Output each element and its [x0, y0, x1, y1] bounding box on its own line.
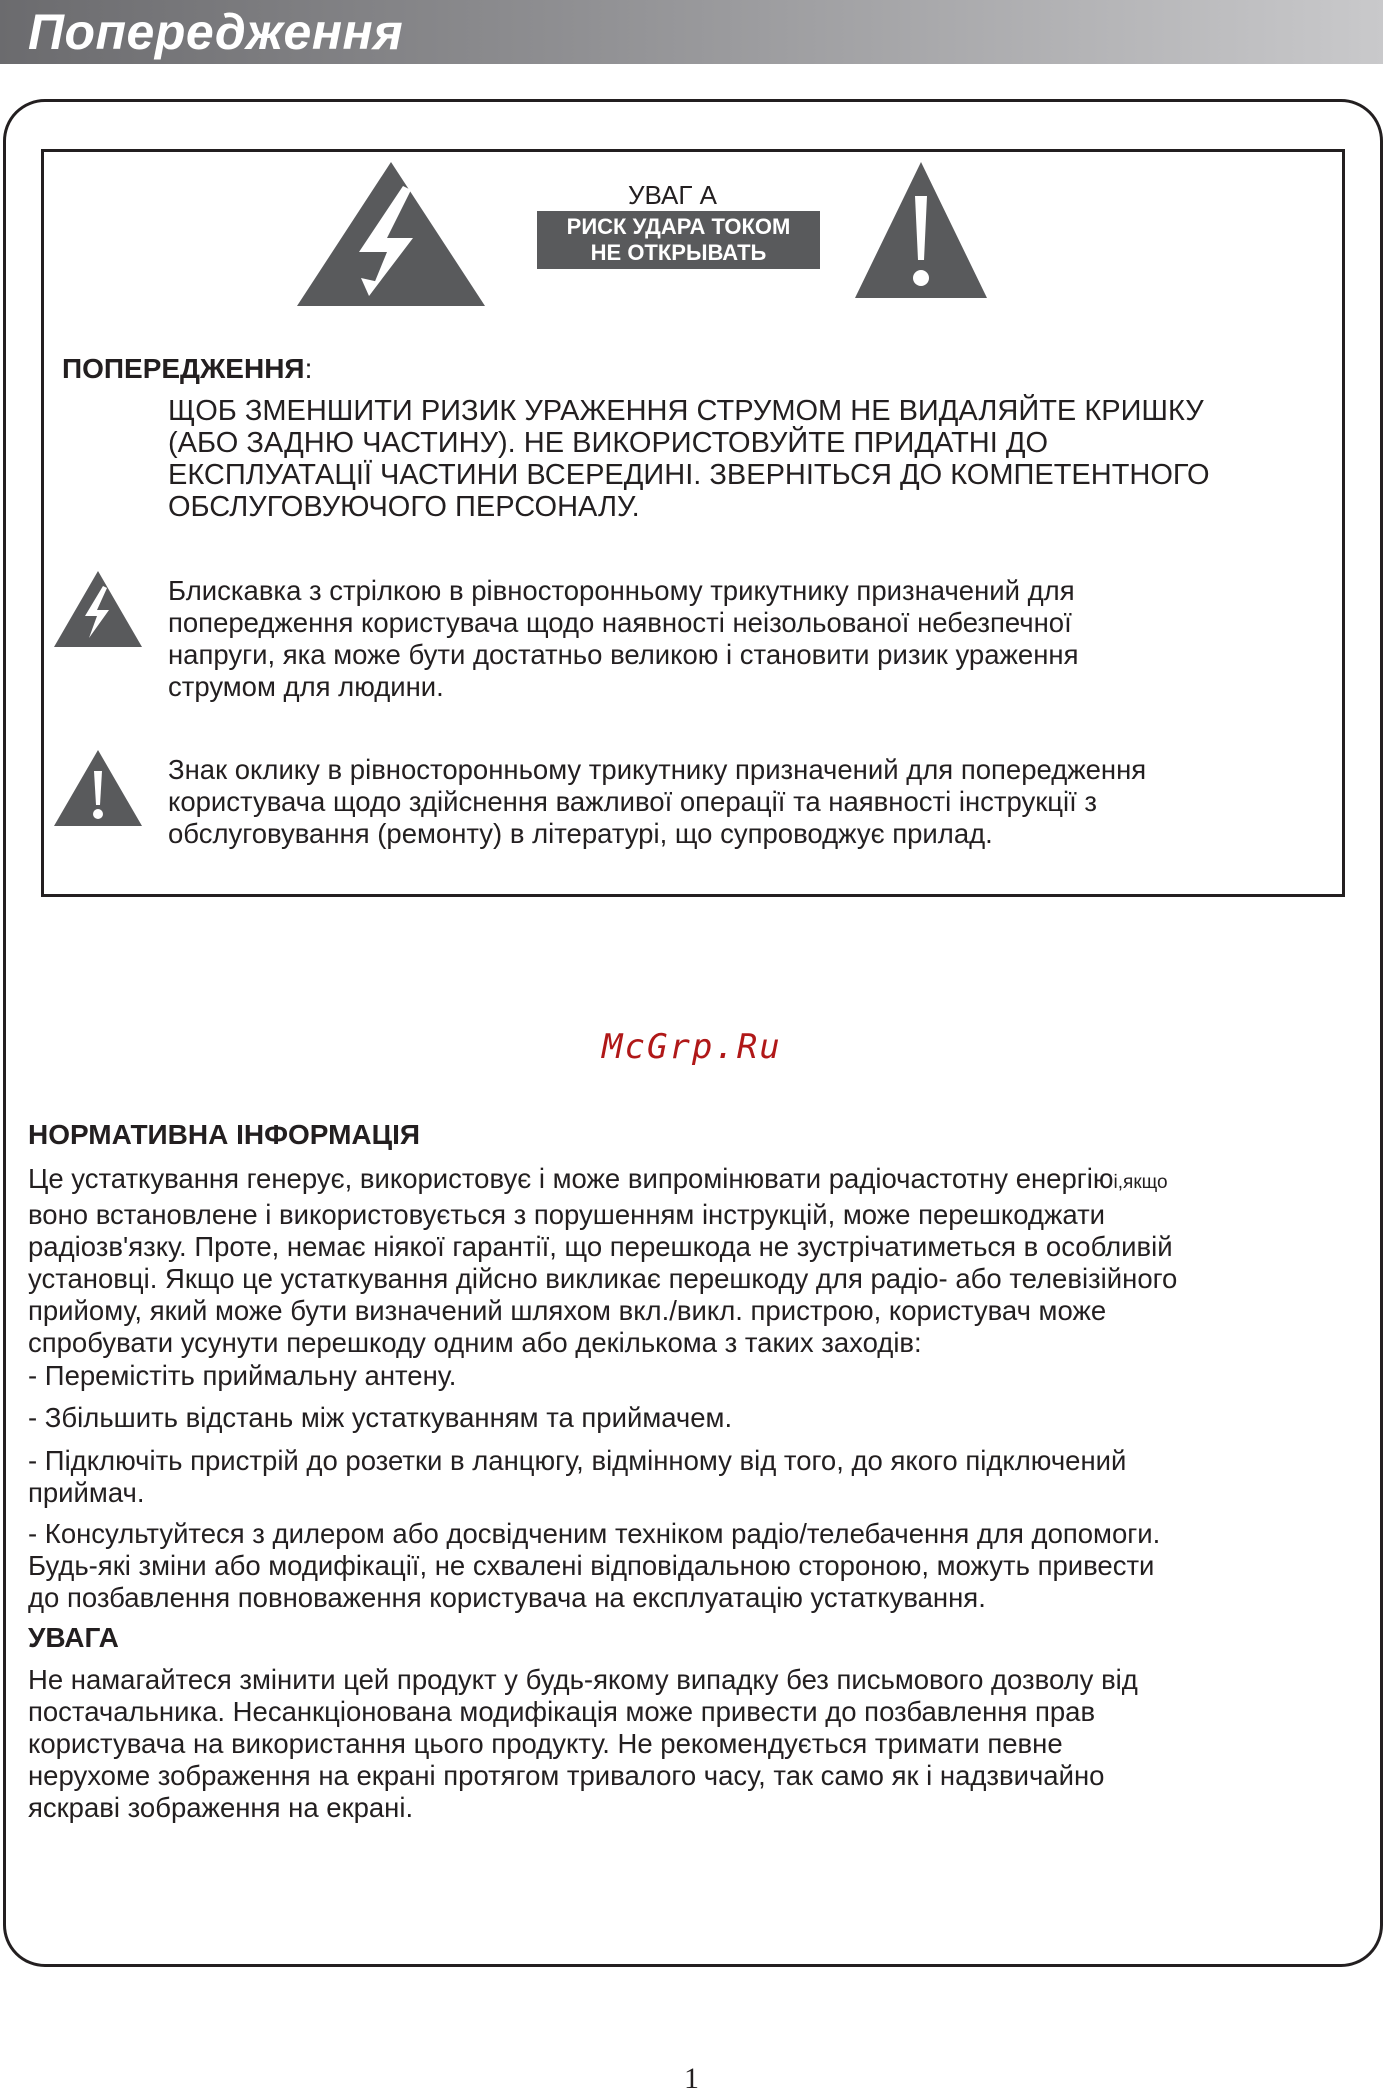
paragraph-line: попередження користувача щодо наявності неізольованої небезпечної: [168, 607, 1072, 638]
regulatory-heading: НОРМАТИВНА ІНФОРМАЦІЯ: [28, 1119, 421, 1150]
list-item: [28, 1518, 1373, 1614]
exclamation-symbol-icon: [53, 749, 143, 827]
exclamation-description: [168, 754, 1338, 850]
paragraph-line: напруги, яка може бути достатньо великою і становити ризик ураження: [168, 639, 1079, 670]
paragraph-line: постачальника. Несанкціонована модифікація може привести до позбавлення прав: [28, 1696, 1096, 1727]
list-item: [28, 1445, 1373, 1509]
warning-line: ОБСЛУГОВУЮЧОГО ПЕРСОНАЛУ.: [168, 491, 640, 523]
paragraph-line: до позбавлення повноваження користувача на експлуатацію устаткування.: [28, 1582, 986, 1613]
paragraph-line: - Підключіть пристрій до розетки в ланцюгу, відмінному від того, до якого підключений: [28, 1445, 1127, 1476]
list-item: - Збільшить відстань між устаткуванням та приймачем.: [28, 1402, 733, 1433]
paragraph-line: спробувати усунути перешкоду одним або декількома з таких заходів:: [28, 1327, 922, 1358]
paragraph-line: радіозв'язку. Проте, немає ніякої гарантії, що перешкода не зустрічатиметься в особливій: [28, 1231, 1173, 1262]
caution-heading: УВАГА: [28, 1622, 119, 1653]
paragraph-line: Це устаткування генерує, використовує і може випромінювати радіочастотну енергіюі,якщо: [28, 1163, 1168, 1194]
caution-label: [537, 211, 820, 269]
regulatory-text: [28, 1163, 1373, 1359]
warning-line: ЩОБ ЗМЕНШИТИ РИЗИК УРАЖЕННЯ СТРУМОМ НЕ ВИДАЛЯЙТЕ КРИШКУ: [168, 395, 1204, 427]
caution-label-line: НЕ ОТКРЫВАТЬ: [590, 240, 767, 265]
caution-text: [28, 1664, 1373, 1824]
paragraph-line: обслуговування (ремонту) в літературі, що супроводжує прилад.: [168, 818, 993, 849]
lightning-description: [168, 575, 1328, 703]
watermark: McGrp.Ru: [602, 1027, 782, 1067]
page-title: Попередження: [28, 4, 404, 60]
paragraph-line: - Консультуйтеся з дилером або досвідченим техніком радіо/телебачення для допомоги.: [28, 1518, 1161, 1549]
paragraph-line: Блискавка з стрілкою в рівносторонньому трикутнику призначений для: [168, 575, 1075, 606]
paragraph-line: прийому, який може бути визначений шляхом вкл./викл. пристрою, користувач може: [28, 1295, 1107, 1326]
warning-text: [168, 395, 1348, 523]
paragraph-line: струмом для людини.: [168, 671, 444, 702]
paragraph-line: Будь-які зміни або модифікації, не схвалені відповідальною стороною, можуть привести: [28, 1550, 1155, 1581]
warning-line: ЕКСПЛУАТАЦІЇ ЧАСТИНИ ВСЕРЕДИНІ. ЗВЕРНІТЬСЯ ДО КОМПЕТЕНТНОГО: [168, 459, 1210, 491]
paragraph-line: установці. Якщо це устаткування дійсно викликає перешкоду для радіо- або телевізійного: [28, 1263, 1178, 1294]
lightning-symbol-icon: [53, 570, 143, 648]
caution-title: УВАГ А: [628, 180, 717, 210]
paragraph-line: приймач.: [28, 1477, 145, 1508]
paragraph-line: Не намагайтеся змінити цей продукт у будь-якому випадку без письмового дозволу від: [28, 1664, 1138, 1695]
paragraph-line: нерухоме зображення на екрані протягом тривалого часу, так само як і надзвичайно: [28, 1760, 1105, 1791]
paragraph-line: користувача щодо здійснення важливої операції та наявності інструкції з: [168, 786, 1098, 817]
paragraph-line: воно встановлене і використовується з порушенням інструкцій, може перешкоджати: [28, 1199, 1106, 1230]
page-number: 1: [684, 2062, 699, 2095]
paragraph-line: яскраві зображення на екрані.: [28, 1792, 414, 1823]
electric-shock-warning-icon: [295, 160, 487, 308]
exclamation-warning-icon: [853, 160, 989, 300]
paragraph-line: Знак оклику в рівносторонньому трикутнику призначений для попередження: [168, 754, 1147, 785]
page-header-bar: [0, 0, 1383, 64]
paragraph-line: користувача на використання цього продукту. Не рекомендується тримати певне: [28, 1728, 1063, 1759]
warning-line: (АБО ЗАДНЮ ЧАСТИНУ). НЕ ВИКОРИСТОВУЙТЕ ПРИДАТНІ ДО: [168, 427, 1049, 459]
list-item: - Перемістіть приймальну антену.: [28, 1360, 457, 1391]
caution-label-line: РИСК УДАРА ТОКОМ: [566, 214, 791, 239]
warning-heading: ПОПЕРЕДЖЕННЯ:: [62, 353, 313, 384]
